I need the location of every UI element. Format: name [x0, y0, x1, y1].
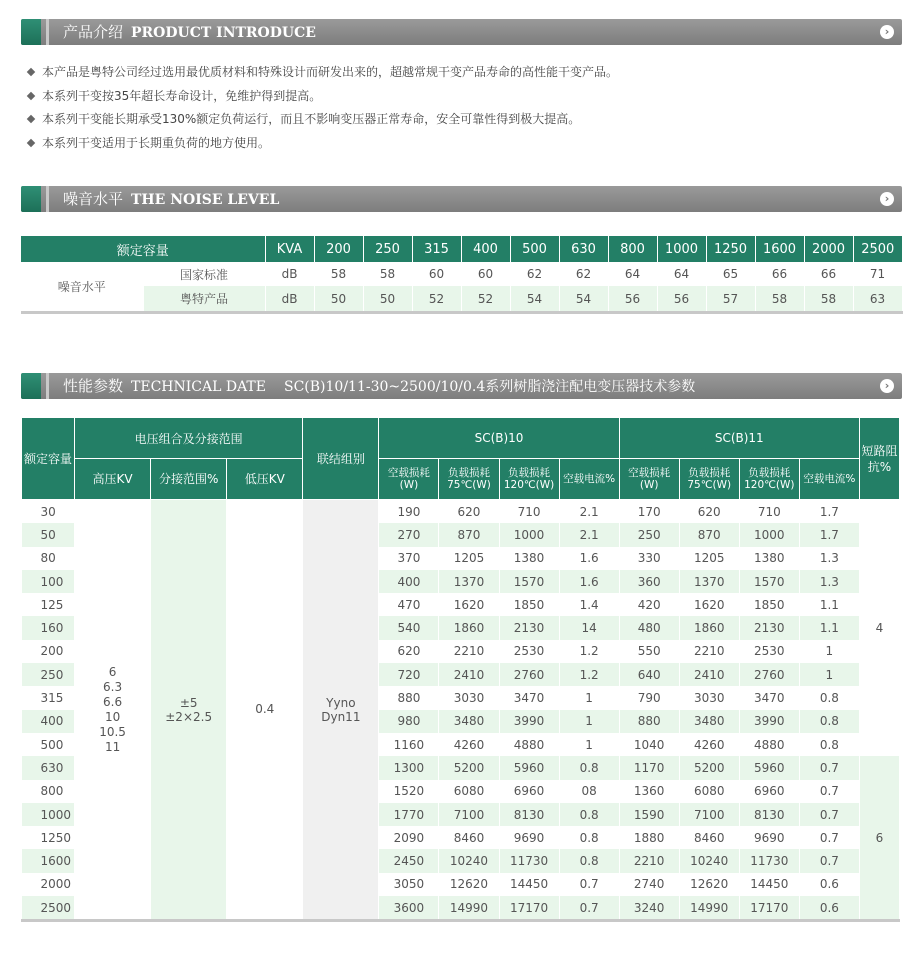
- sc11-value-cell: 1.1: [799, 593, 859, 616]
- sc10-value-cell: 0.7: [559, 896, 619, 919]
- capacity-cell: 2000: [22, 873, 75, 896]
- sc10-value-cell: 10240: [439, 849, 499, 872]
- sc11-value-cell: 3030: [679, 686, 739, 709]
- sc11-value-cell: 1.7: [799, 523, 859, 546]
- sc11-value-cell: 0.8: [799, 710, 859, 733]
- intro-title-en: PRODUCT INTRODUCE: [131, 25, 316, 41]
- noise-capacity-cell: 315: [412, 236, 461, 262]
- sc10-value-cell: 14990: [439, 896, 499, 919]
- sc10-value-cell: 6080: [439, 780, 499, 803]
- noise-capacity-cell: 2000: [804, 236, 853, 262]
- sc10-value-cell: 1300: [379, 756, 439, 779]
- noise-value-cell: 71: [853, 262, 902, 286]
- intro-list: [26, 61, 896, 155]
- sc11-value-cell: 1860: [679, 616, 739, 639]
- sc11-value-cell: 640: [619, 663, 679, 686]
- sc10-value-cell: 3470: [499, 686, 559, 709]
- sc10-value-cell: 4880: [499, 733, 559, 756]
- sc10-value-cell: 540: [379, 616, 439, 639]
- sc11-value-cell: 1570: [739, 570, 799, 593]
- sc10-value-cell: 1850: [499, 593, 559, 616]
- load-loss-120-header: 负载损耗120℃(W): [499, 459, 559, 500]
- sc10-value-cell: 620: [439, 500, 499, 524]
- sc11-value-cell: 1360: [619, 780, 679, 803]
- sc10-value-cell: 8130: [499, 803, 559, 826]
- sc10-value-cell: 1: [559, 733, 619, 756]
- noise-row-label: 噪音水平: [21, 262, 143, 311]
- noise-value-cell: 52: [461, 286, 510, 311]
- capacity-cell: 30: [22, 500, 75, 524]
- sc11-value-cell: 0.7: [799, 756, 859, 779]
- sc10-value-cell: 2130: [499, 616, 559, 639]
- sc10-value-cell: 3480: [439, 710, 499, 733]
- lv-header: 低压KV: [227, 459, 303, 500]
- sc11-value-cell: 620: [679, 500, 739, 524]
- noise-row-name: 粤特产品: [143, 286, 265, 311]
- sc11-value-cell: 0.8: [799, 686, 859, 709]
- hv-value: 6.3: [103, 679, 123, 694]
- sc11-value-cell: 1380: [739, 547, 799, 570]
- capacity-cell: 1250: [22, 826, 75, 849]
- sc11-value-cell: 250: [619, 523, 679, 546]
- tech-table: [21, 417, 900, 919]
- sc10-value-cell: 870: [439, 523, 499, 546]
- sc10-value-cell: 6960: [499, 780, 559, 803]
- sc11-value-cell: 1040: [619, 733, 679, 756]
- sc11-value-cell: 2130: [739, 616, 799, 639]
- sc11-value-cell: 1.7: [799, 500, 859, 524]
- sc10-value-cell: 4260: [439, 733, 499, 756]
- tech-title: [63, 373, 695, 399]
- sc10-value-cell: 12620: [439, 873, 499, 896]
- section-divider: [46, 373, 49, 399]
- sc10-value-cell: 190: [379, 500, 439, 524]
- sc11-value-cell: 710: [739, 500, 799, 524]
- sc11-value-cell: 2210: [679, 640, 739, 663]
- sc10-value-cell: 9690: [499, 826, 559, 849]
- lv-value-cell: 0.4: [227, 500, 303, 920]
- load-loss-header: 负载损耗75℃(W): [679, 459, 739, 500]
- sc10-value-cell: 1.4: [559, 593, 619, 616]
- sc11-value-cell: 9690: [739, 826, 799, 849]
- section-divider: [46, 19, 49, 45]
- sc10-value-cell: 1770: [379, 803, 439, 826]
- section-accent: [21, 186, 41, 212]
- sc11-value-cell: 3990: [739, 710, 799, 733]
- sc11-value-cell: 4880: [739, 733, 799, 756]
- sc10-value-cell: 2760: [499, 663, 559, 686]
- capacity-cell: 800: [22, 780, 75, 803]
- sc11-value-cell: 7100: [679, 803, 739, 826]
- sc11-value-cell: 1170: [619, 756, 679, 779]
- capacity-cell: 160: [22, 616, 75, 639]
- noise-value-cell: 52: [412, 286, 461, 311]
- noise-unit-header: KVA: [265, 236, 314, 262]
- arrow-right-icon[interactable]: ›: [880, 25, 894, 39]
- sc11-value-cell: 0.7: [799, 803, 859, 826]
- arrow-right-icon[interactable]: ›: [880, 379, 894, 393]
- noise-value-cell: 54: [559, 286, 608, 311]
- sc11-value-cell: 550: [619, 640, 679, 663]
- tap-values-cell: [151, 500, 227, 920]
- noise-capacity-cell: 630: [559, 236, 608, 262]
- sc11-value-cell: 1880: [619, 826, 679, 849]
- connection-value: Dyn11: [321, 709, 361, 724]
- impedance-value-cell: 6: [859, 756, 899, 919]
- sc10-value-cell: 2090: [379, 826, 439, 849]
- sc10-value-cell: 0.8: [559, 826, 619, 849]
- connection-header: 联结组别: [303, 418, 379, 500]
- sc11-value-cell: 360: [619, 570, 679, 593]
- sc10-value-cell: 3600: [379, 896, 439, 919]
- sc11-value-cell: 330: [619, 547, 679, 570]
- noise-capacity-cell: 200: [314, 236, 363, 262]
- sc10-value-cell: 1620: [439, 593, 499, 616]
- sc11-header: SC(B)11: [619, 418, 859, 459]
- sc10-value-cell: 470: [379, 593, 439, 616]
- noise-value-cell: 62: [559, 262, 608, 286]
- capacity-cell: 630: [22, 756, 75, 779]
- sc10-value-cell: 270: [379, 523, 439, 546]
- sc10-value-cell: 14: [559, 616, 619, 639]
- noise-capacity-cell: 800: [608, 236, 657, 262]
- tap-value: ±2×2.5: [165, 709, 213, 724]
- noise-capacity-cell: 1000: [657, 236, 706, 262]
- sc10-value-cell: 1860: [439, 616, 499, 639]
- impedance-header: 短路阻抗%: [859, 418, 899, 500]
- sc11-value-cell: 17170: [739, 896, 799, 919]
- sc10-value-cell: 2.1: [559, 523, 619, 546]
- sc11-value-cell: 8130: [739, 803, 799, 826]
- noise-value-cell: 58: [755, 286, 804, 311]
- sc10-value-cell: 1160: [379, 733, 439, 756]
- table-row: [21, 286, 902, 311]
- tech-subheader-row: [22, 459, 900, 500]
- sc10-value-cell: 0.8: [559, 849, 619, 872]
- list-item: 本系列干变适用于长期重负荷的地方使用。: [26, 132, 896, 156]
- sc11-value-cell: 2740: [619, 873, 679, 896]
- sc11-value-cell: 5200: [679, 756, 739, 779]
- noise-value-cell: 63: [853, 286, 902, 311]
- noise-capacity-cell: 250: [363, 236, 412, 262]
- sc10-value-cell: 2210: [439, 640, 499, 663]
- noload-current-header: 空载电流%: [799, 459, 859, 500]
- capacity-cell: 100: [22, 570, 75, 593]
- sc11-value-cell: 1: [799, 663, 859, 686]
- sc11-value-cell: 12620: [679, 873, 739, 896]
- sc11-value-cell: 5960: [739, 756, 799, 779]
- diamond-bullet-icon: [27, 138, 35, 146]
- sc11-value-cell: 10240: [679, 849, 739, 872]
- noise-value-cell: 64: [657, 262, 706, 286]
- noise-capacity-header: 额定容量: [21, 236, 265, 262]
- noise-title-cn: 噪音水平: [63, 190, 124, 208]
- noload-loss-header: 空载损耗(W): [379, 459, 439, 500]
- capacity-cell: 2500: [22, 896, 75, 919]
- sc10-value-cell: 0.7: [559, 873, 619, 896]
- capacity-cell: 125: [22, 593, 75, 616]
- noise-value-cell: 54: [510, 286, 559, 311]
- hv-value: 6: [108, 664, 117, 679]
- noise-value-cell: 65: [706, 262, 755, 286]
- connection-values-cell: [303, 500, 379, 920]
- noise-capacity-cell: 1600: [755, 236, 804, 262]
- capacity-cell: 80: [22, 547, 75, 570]
- sc11-value-cell: 3470: [739, 686, 799, 709]
- sc10-value-cell: 2410: [439, 663, 499, 686]
- capacity-cell: 1000: [22, 803, 75, 826]
- sc10-value-cell: 1: [559, 710, 619, 733]
- noload-loss-header: 空载损耗(W): [619, 459, 679, 500]
- hv-value: 11: [104, 739, 121, 754]
- sc10-value-cell: 5960: [499, 756, 559, 779]
- hv-values-cell: [75, 500, 151, 920]
- sc11-value-cell: 480: [619, 616, 679, 639]
- sc11-value-cell: 1205: [679, 547, 739, 570]
- table-row: [21, 262, 902, 286]
- sc11-value-cell: 0.6: [799, 896, 859, 919]
- capacity-cell: 200: [22, 640, 75, 663]
- sc11-value-cell: 6960: [739, 780, 799, 803]
- noise-value-cell: 57: [706, 286, 755, 311]
- sc11-value-cell: 14990: [679, 896, 739, 919]
- tap-header: 分接范围%: [151, 459, 227, 500]
- section-accent: [21, 19, 41, 45]
- sc11-value-cell: 1.1: [799, 616, 859, 639]
- sc11-value-cell: 11730: [739, 849, 799, 872]
- sc10-value-cell: 1380: [499, 547, 559, 570]
- sc11-value-cell: 0.8: [799, 733, 859, 756]
- noise-row-unit: dB: [265, 286, 314, 311]
- sc11-value-cell: 3480: [679, 710, 739, 733]
- sc11-value-cell: 1000: [739, 523, 799, 546]
- sc11-value-cell: 1.3: [799, 547, 859, 570]
- sc11-value-cell: 14450: [739, 873, 799, 896]
- sc10-value-cell: 3030: [439, 686, 499, 709]
- list-item: 本系列干变能长期承受130%额定负荷运行，而且不影响变压器正常寿命，安全可靠性得到极大提高。: [26, 108, 896, 132]
- sc10-value-cell: 880: [379, 686, 439, 709]
- noise-value-cell: 58: [314, 262, 363, 286]
- intro-section-header: [21, 19, 902, 45]
- sc11-value-cell: 3240: [619, 896, 679, 919]
- noise-value-cell: 50: [314, 286, 363, 311]
- voltage-group-header: 电压组合及分接范围: [75, 418, 303, 459]
- list-item: 本系列干变按35年超长寿命设计，免维护得到提高。: [26, 85, 896, 109]
- sc11-value-cell: 790: [619, 686, 679, 709]
- sc10-value-cell: 1370: [439, 570, 499, 593]
- noise-value-cell: 66: [755, 262, 804, 286]
- sc10-value-cell: 5200: [439, 756, 499, 779]
- sc10-value-cell: 1205: [439, 547, 499, 570]
- sc11-value-cell: 1590: [619, 803, 679, 826]
- sc10-value-cell: 720: [379, 663, 439, 686]
- sc11-value-cell: 170: [619, 500, 679, 524]
- sc11-value-cell: 2410: [679, 663, 739, 686]
- section-accent: [21, 373, 41, 399]
- load-loss-120-header: 负载损耗120℃(W): [739, 459, 799, 500]
- sc11-value-cell: 6080: [679, 780, 739, 803]
- sc10-value-cell: 2450: [379, 849, 439, 872]
- sc10-value-cell: 2530: [499, 640, 559, 663]
- noise-header-row: [21, 236, 902, 262]
- noise-value-cell: 60: [412, 262, 461, 286]
- diamond-bullet-icon: [27, 115, 35, 123]
- sc10-value-cell: 1: [559, 686, 619, 709]
- capacity-cell: 315: [22, 686, 75, 709]
- sc10-value-cell: 1.2: [559, 663, 619, 686]
- table-row: [22, 500, 900, 524]
- sc11-value-cell: 2530: [739, 640, 799, 663]
- sc11-value-cell: 4260: [679, 733, 739, 756]
- noise-value-cell: 64: [608, 262, 657, 286]
- sc11-value-cell: 1370: [679, 570, 739, 593]
- noise-value-cell: 58: [363, 262, 412, 286]
- sc10-value-cell: 11730: [499, 849, 559, 872]
- noise-value-cell: 56: [657, 286, 706, 311]
- sc11-value-cell: 0.7: [799, 826, 859, 849]
- tech-title-en: TECHNICAL DATE: [131, 379, 266, 395]
- diamond-bullet-icon: [27, 68, 35, 76]
- noise-row-name: 国家标准: [143, 262, 265, 286]
- noise-capacity-cell: 1250: [706, 236, 755, 262]
- sc10-value-cell: 1.6: [559, 547, 619, 570]
- noise-section-header: [21, 186, 902, 212]
- sc10-value-cell: 7100: [439, 803, 499, 826]
- sc10-value-cell: 1.2: [559, 640, 619, 663]
- sc10-value-cell: 1520: [379, 780, 439, 803]
- sc10-value-cell: 8460: [439, 826, 499, 849]
- tech-section-header: [21, 373, 902, 399]
- load-loss-header: 负载损耗75℃(W): [439, 459, 499, 500]
- sc10-value-cell: 2.1: [559, 500, 619, 524]
- sc10-value-cell: 980: [379, 710, 439, 733]
- tech-header-row: [22, 418, 900, 459]
- sc11-value-cell: 8460: [679, 826, 739, 849]
- capacity-header: 额定容量: [22, 418, 75, 500]
- sc11-value-cell: 1620: [679, 593, 739, 616]
- sc11-value-cell: 1850: [739, 593, 799, 616]
- sc10-value-cell: 370: [379, 547, 439, 570]
- sc10-value-cell: 1000: [499, 523, 559, 546]
- noise-value-cell: 50: [363, 286, 412, 311]
- sc10-value-cell: 0.8: [559, 803, 619, 826]
- noise-title: [63, 186, 279, 212]
- sc10-value-cell: 710: [499, 500, 559, 524]
- impedance-value-cell: 4: [859, 500, 899, 757]
- noise-title-en: THE NOISE LEVEL: [131, 192, 280, 208]
- sc11-value-cell: 1.3: [799, 570, 859, 593]
- hv-value: 6.6: [103, 694, 123, 709]
- noload-current-header: 空载电流%: [559, 459, 619, 500]
- noise-value-cell: 58: [804, 286, 853, 311]
- sc11-value-cell: 2210: [619, 849, 679, 872]
- sc11-value-cell: 870: [679, 523, 739, 546]
- sc10-value-cell: 0.8: [559, 756, 619, 779]
- capacity-cell: 1600: [22, 849, 75, 872]
- noise-value-cell: 66: [804, 262, 853, 286]
- sc10-value-cell: 620: [379, 640, 439, 663]
- sc10-value-cell: 400: [379, 570, 439, 593]
- noise-table: [21, 236, 903, 311]
- capacity-cell: 500: [22, 733, 75, 756]
- arrow-right-icon[interactable]: ›: [880, 192, 894, 206]
- diamond-bullet-icon: [27, 91, 35, 99]
- sc10-value-cell: 3990: [499, 710, 559, 733]
- sc10-value-cell: 17170: [499, 896, 559, 919]
- tech-title-model: SC(B)10/11-30~2500/10/0.4系列树脂浇注配电变压器技术参数: [283, 379, 696, 395]
- sc11-value-cell: 0.7: [799, 780, 859, 803]
- tap-value: ±5: [179, 695, 198, 710]
- intro-title-cn: 产品介绍: [63, 23, 124, 41]
- capacity-cell: 250: [22, 663, 75, 686]
- sc10-value-cell: 1570: [499, 570, 559, 593]
- sc10-value-cell: 08: [559, 780, 619, 803]
- list-item: 本产品是粤特公司经过选用最优质材料和特殊设计而研发出来的，超越常规干变产品寿命的高性能干变产品。: [26, 61, 896, 85]
- intro-title: [63, 19, 316, 45]
- sc11-value-cell: 2760: [739, 663, 799, 686]
- noise-capacity-cell: 2500: [853, 236, 902, 262]
- sc11-value-cell: 1: [799, 640, 859, 663]
- noise-value-cell: 62: [510, 262, 559, 286]
- hv-value: 10: [104, 709, 121, 724]
- connection-value: Yyno: [326, 695, 356, 710]
- sc11-value-cell: 0.6: [799, 873, 859, 896]
- sc10-value-cell: 14450: [499, 873, 559, 896]
- noise-row-unit: dB: [265, 262, 314, 286]
- hv-header: 高压KV: [75, 459, 151, 500]
- sc10-header: SC(B)10: [379, 418, 619, 459]
- hv-value: 10.5: [99, 724, 126, 739]
- noise-value-cell: 56: [608, 286, 657, 311]
- sc11-value-cell: 420: [619, 593, 679, 616]
- noise-capacity-cell: 500: [510, 236, 559, 262]
- noise-capacity-cell: 400: [461, 236, 510, 262]
- capacity-cell: 50: [22, 523, 75, 546]
- sc10-value-cell: 1.6: [559, 570, 619, 593]
- noise-value-cell: 60: [461, 262, 510, 286]
- tech-title-cn: 性能参数: [63, 377, 124, 395]
- capacity-cell: 400: [22, 710, 75, 733]
- sc11-value-cell: 0.7: [799, 849, 859, 872]
- sc10-value-cell: 3050: [379, 873, 439, 896]
- section-divider: [46, 186, 49, 212]
- sc11-value-cell: 880: [619, 710, 679, 733]
